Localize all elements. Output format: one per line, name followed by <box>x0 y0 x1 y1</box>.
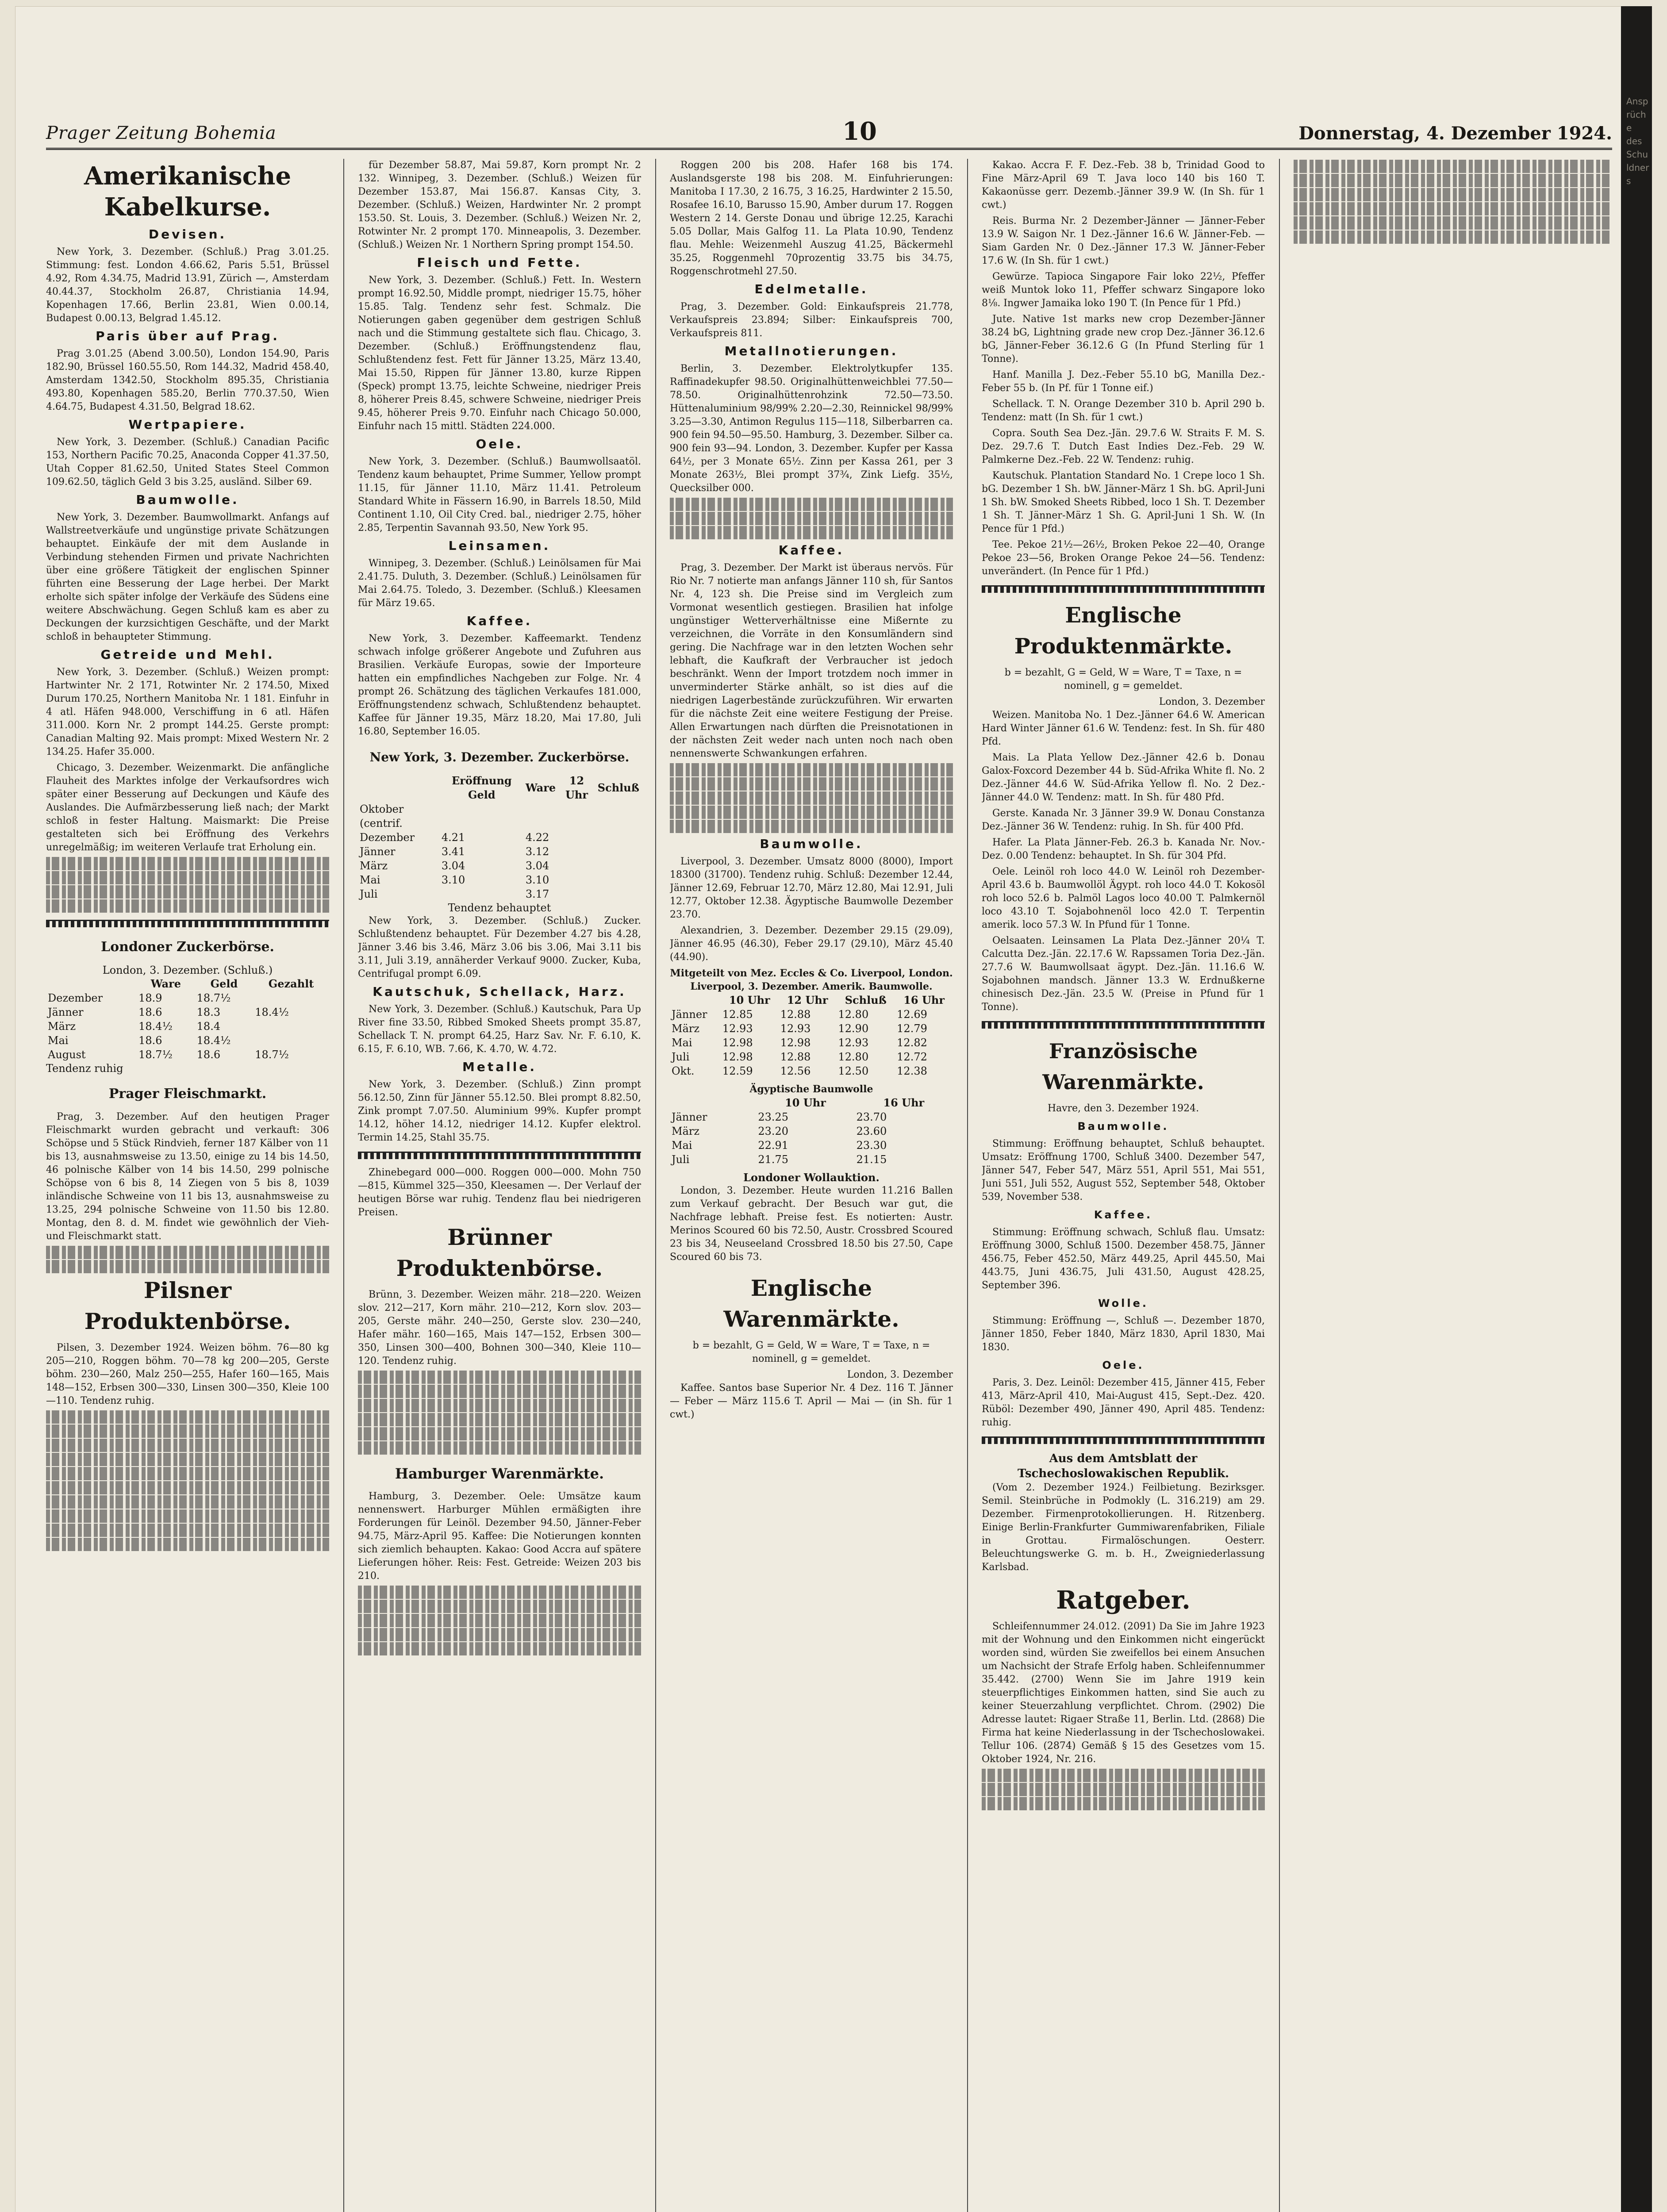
liverpool-table <box>670 993 953 1078</box>
subhead-kaffee: Kaffee. <box>466 614 533 628</box>
table-cell <box>596 859 641 873</box>
table-cell: 12.85 <box>722 1008 753 1021</box>
pilsen-title: Pilsner Produktenbörse. <box>84 1277 291 1334</box>
paragraph-amtsblatt: (Vom 2. Dezember 1924.) Feilbietung. Bezirksger. Semil. Steinbrüche in Podmokly (L. 316.219) am 29. Dezember. Firmenprotokollierungen. H. Ritzenberg. Einige Berlin-Frankfurter Gummiwarenfabriken, Filiale in Grottau. Firmalöschungen. Oesterr. Beleuchtungswerke G. m. b. H., Zweigniederlassung Karlsbad. <box>982 1482 1265 1573</box>
ny-sugar-title: New York, 3. Dezember. Zuckerbörse. <box>369 750 630 764</box>
text-filler <box>358 1441 641 1455</box>
paragraph-fr-baumwolle: Stimmung: Eröffnung behauptet, Schluß behauptet. Umsatz: Eröffnung 1700, Schluß 3400. Dezember 547, Jänner 547, Feber 547, März 551, April 551, Mai 551, Juni 551, Juli 552, August 552, September 548, Oktober 539, November 538. <box>982 1138 1265 1202</box>
table-cell: 3.10 <box>441 874 465 886</box>
london-sugar-sub: London, 3. Dezember. (Schluß.) <box>102 964 273 976</box>
page-edge-strip <box>1621 6 1652 2212</box>
table-row <box>46 1048 329 1062</box>
table-cell: Juli <box>672 1051 690 1063</box>
table-cell: Dezember <box>360 831 415 844</box>
paragraph-eng-kaffee: Kaffee. Santos base Superior Nr. 4 Dez. 116 T. Jänner — Feber — März 115.6 T. April — Mai — (in Sh. für 1 cwt.) <box>670 1382 953 1420</box>
paragraph-fr-oele: Paris, 3. Dez. Leinöl: Dezember 415, Jänner 415, Feber 413, März-April 410, Mai-August 415, Sept.-Dez. 420. Rüböl: Dezember 490, Jänner 490, April 485. Tendenz: ruhig. <box>982 1377 1265 1428</box>
text-filler <box>46 885 329 899</box>
table-cell: 12.98 <box>722 1037 753 1049</box>
paragraph-hamburg: Hamburg, 3. Dezember. Oele: Umsätze kaum nennenswert. Harburger Mühlen ermäßigten ihre Forderungen für Leinöl. Dezember 94.50, Jänner-Feber 94.75, März-April 95. Kaffee: Die Notierungen konnten sich ziemlich behaupten. Kakao: Good Accra auf spätere Lieferungen höher. Reis: Fest. Getreide: Weizen 203 bis 210. <box>358 1491 641 1582</box>
table-cell <box>596 830 641 845</box>
subhead-fett: Fleisch und Fette. <box>417 255 582 270</box>
table-row <box>670 1022 953 1036</box>
paragraph-chicago: Chicago, 3. Dezember. Weizenmarkt. Die anfängliche Flauheit des Marktes infolge der Verkaufsordres wich später einer Besserung auf Deckungen und Käufe des Auslandes. Die Aufmärzbesserung ließ nach; der Markt schloß in fester Haltung. Maismarkt: Die Preise gestalteten sich bei Eröffnung des Verkehrs unregelmäßig; im weiteren Verlaufe trat Erholung ein. <box>46 762 329 853</box>
section-divider <box>46 920 329 927</box>
paragraph-lein: Winnipeg, 3. Dezember. (Schluß.) Leinölsamen für Mai 2.41.75. Duluth, 3. Dezember. (Schluß.) Leinölsamen für Mai 2.64.75. Toledo, 3. Dezember. (Schluß.) Kleesamen für März 19.65. <box>358 558 641 609</box>
table-cell: Jänner <box>360 845 396 858</box>
column-1 <box>46 159 329 2212</box>
table-cell <box>557 873 596 887</box>
table-cell: 21.15 <box>856 1153 887 1166</box>
ratgeber-title: Ratgeber. <box>1056 1586 1191 1615</box>
subhead-metallnotierungen: Metallnotierungen. <box>724 344 899 358</box>
table-cell: Okt. <box>672 1065 695 1077</box>
table-cell: 3.41 <box>441 845 465 858</box>
table-cell: Juli <box>360 888 378 900</box>
text-filler <box>670 498 953 511</box>
table-cell <box>557 859 596 873</box>
text-filler <box>46 871 329 884</box>
table-header: Eröffnung Geld <box>451 774 512 801</box>
table-cell: 12.93 <box>722 1022 753 1035</box>
table-cell: 3.17 <box>525 888 549 900</box>
paragraph-fr-wolle: Stimmung: Eröffnung —, Schluß —. Dezember 1870, Jänner 1850, Feber 1840, März 1830, April 1830, Mai 1830. <box>982 1315 1265 1353</box>
text-filler <box>982 1797 1265 1810</box>
wolle-label: Londoner Wollauktion. <box>743 1171 880 1184</box>
table-cell: 3.10 <box>525 874 549 886</box>
table-header: 10 Uhr <box>729 994 770 1006</box>
table-header <box>670 1096 756 1110</box>
ny-sugar-tendenz: Tendenz behauptet <box>448 902 551 914</box>
english-goods-legend: b = bezahlt, G = Geld, W = Ware, T = Taxe, n = nominell, g = gemeldet. <box>692 1340 930 1364</box>
paragraph-fr-kaffee: Stimmung: Eröffnung schwach, Schluß flau. Umsatz: Eröffnung 3000, Schluß 1500. Dezember 458.75, Jänner 456.75, Feber 452.50, März 449.25, April 445.50, Mai 443.75, Juni 436.75, Juli 431.50, August 428.25, September 396. <box>982 1227 1265 1291</box>
text-filler <box>46 1538 329 1551</box>
fr-kaffee-label: Kaffee. <box>1094 1209 1153 1221</box>
table-cell: 4.22 <box>525 831 549 844</box>
paragraph-fett: New York, 3. Dezember. (Schluß.) Fett. In. Western prompt 16.92.50, Middle prompt, niedriger 15.75, höher 15.85. Talg. Tendenz sehr fest. Schmalz. Die Notierungen gaben gegenüber dem gestrigen Schluß nach und die Stimmung gestaltete sich flau. Chicago, 3. Dezember. (Schluß.) Eröffnungstendenz flau, Schlußtendenz fest. Fett für Jänner 13.25, März 13.40, Mai 15.50, Rippen für Jänner 13.80, kurze Rippen (Speck) prompt 13.75, leichte Schweine, niedriger Preis 8, höherer Preis 8.45, schwere Schweine, niedriger Preis 9.45, höherer Preis 9.70. Einfuhr nach Chicago 50.000, Einfuhr nach 15 mittl. Städten 224.000. <box>358 275 641 432</box>
section-divider <box>982 1436 1265 1444</box>
table-cell: Jänner <box>48 1006 84 1018</box>
subhead-paris: Paris über auf Prag. <box>96 329 280 343</box>
table-row <box>358 887 641 901</box>
table-row <box>670 1036 953 1050</box>
table-row <box>46 1033 329 1048</box>
paragraph-hanf: Hanf. Manilla J. Dez.-Feber 55.10 bG, Manilla Dez.-Feber 55 b. (In Pf. für 1 Tonne eif.) <box>982 369 1265 394</box>
text-filler <box>358 1586 641 1599</box>
column-rule <box>343 159 344 2212</box>
table-cell <box>557 845 596 859</box>
subhead-devisen: Devisen. <box>148 227 227 242</box>
table-cell: Jänner <box>672 1008 707 1021</box>
table-header: 12 Uhr <box>787 994 828 1006</box>
paragraph-kaffee-prag: Prag, 3. Dezember. Der Markt ist überaus nervös. Für Rio Nr. 7 notierte man anfangs Jänner 110 sh, für Santos Nr. 4, 123 sh. Die Preise sind im Vergleich zum Vormonat wesentlich gestiegen. Brasilien hat infolge ungünstiger Wetterverhältnisse eine Mißernte zu verzeichnen, die Vorräte in den Konsumländern sind gering. Die Nachfrage war in den letzten Wochen sehr lebhaft, die Kaufkraft der Verbraucher ist jedoch beschränkt. Wenn der Import trotzdem noch immer in unverminderter Stärke anhält, so ist dies auf die niedrigen Lagerbestände zurückzuführen. Wir erwarten für die nächste Zeit eine weitere Festigung der Preise. Allen Erwartungen nach dürften die Preisnotationen in der nächsten Zeit weder nach unten noch nach oben nennenswerte Schwankungen erfahren. <box>670 562 953 759</box>
text-filler <box>358 1399 641 1412</box>
paragraph-kaffee: New York, 3. Dezember. Kaffeemarkt. Tendenz schwach infolge größerer Angebote und Zufuhren aus Brasilien. Verkäufe Europas, sowie der Importeure hatten ein empfindliches Nachgeben zur Folge. Nr. 4 prompt 26. Schätzung des täglichen Verkaufes 181.000, Eröffnungstendenz schwach, Schlußtendenz behauptet. Kaffee für Jänner 19.35, März 18.20, Mai 17.80, Juli 16.80, September 16.05. <box>358 633 641 737</box>
column-rule <box>655 159 656 2212</box>
table-row <box>46 1005 329 1019</box>
hamburg-title: Hamburger Warenmärkte. <box>395 1465 604 1482</box>
table-cell: 23.25 <box>758 1111 789 1123</box>
table-cell <box>440 802 524 830</box>
text-filler <box>358 1371 641 1384</box>
english-goods-date: London, 3. Dezember <box>847 1369 953 1380</box>
paragraph-gewuerze: Gewürze. Tapioca Singapore Fair loko 22½, Pfeffer weiß Muntok loko 11, Pfeffer schwarz Singapore loko 8⅛. Ingwer Jamaika loko 190 T. (In Pence für 1 Pfd.) <box>982 271 1265 309</box>
french-goods-title: Französische Warenmärkte. <box>1042 1039 1204 1094</box>
table-cell: 12.79 <box>897 1022 927 1035</box>
paragraph-schellack: Schellack. T. N. Orange Dezember 310 b. April 290 b. Tendenz: matt (In Sh. für 1 cwt.) <box>982 399 1265 423</box>
table-cell: 3.04 <box>525 860 549 872</box>
table-cell: 18.4 <box>196 1020 221 1033</box>
paragraph-alexandrien: Alexandrien, 3. Dezember. Dezember 29.15 (29.09), Jänner 46.95 (46.30), Feber 29.17 (29.10), März 45.40 (44.90). <box>670 925 953 963</box>
table-cell: 12.98 <box>780 1037 811 1049</box>
paragraph-gerste: Gerste. Kanada Nr. 3 Jänner 39.9 W. Donau Constanza Dez.-Jänner 36 W. Tendenz: ruhig. In Sh. für 400 Pfd. <box>982 808 1265 832</box>
table-cell <box>253 1033 329 1048</box>
text-filler <box>358 1628 641 1641</box>
table-cell: 18.7½ <box>255 1048 289 1061</box>
table-cell: 12.88 <box>780 1008 811 1021</box>
table-row <box>46 1019 329 1033</box>
table-row <box>670 1007 953 1022</box>
english-products-legend: b = bezahlt, G = Geld, W = Ware, T = Taxe, n = nominell, g = gemeldet. <box>1004 667 1242 691</box>
text-filler <box>670 806 953 819</box>
french-goods-date: Havre, den 3. Dezember 1924. <box>1047 1103 1199 1114</box>
table-cell: 12.82 <box>897 1037 927 1049</box>
text-filler <box>46 1524 329 1537</box>
table-cell: 3.04 <box>441 860 465 872</box>
paragraph-mais: Mais. La Plata Yellow Dez.-Jänner 42.6 b. Donau Galox-Foxcord Dezember 44 b. Süd-Afrika White fl. No. 2 Dez.-Jänner 44.6 W. Süd-Afrika Yellow fl. No. 2 Dez.-Jänner 44.0 W. Tendenz: matt. In Sh. für 480 Pfd. <box>982 752 1265 803</box>
table-header <box>46 977 137 991</box>
subhead-metalle: Metalle. <box>462 1060 537 1074</box>
table-cell: 18.3 <box>196 1006 221 1018</box>
paragraph-reis: Reis. Burma Nr. 2 Dezember-Jänner — Jänner-Feber 13.9 W. Saigon Nr. 1 Dez.-Jänner 16.6 W. Jänner-Feb. — Siam Garden Nr. 0 Dez.-Jänner 17.3 W. Jänner-Feber 17.6 W. (In Sh. für 1 cwt.) <box>982 215 1265 266</box>
paragraph-fleisch: Prag, 3. Dezember. Auf den heutigen Prager Fleischmarkt wurden gebracht und verkauft: 306 Schöpse und 5 Stück Rindvieh, ferner 187 Kälber von 11 bis 13, ausnahmsweise zu 13.50, einige zu 14 bis 14.50, 46 polnische Kälber von 14 bis 14.50, 299 polnische Schöpse von 6 bis 8, 14 Ziegen von 5 bis 8, 1039 inländische Schweine von 11 bis 13, ausnahmsweise zu 13.25, 294 polnische Schweine von 11.50 bis 12.80. Montag, den 8. d. M. findet wie gewöhnlich der Vieh- und Fleischmarkt statt. <box>46 1111 329 1242</box>
table-cell: 3.12 <box>525 845 549 858</box>
text-filler <box>670 512 953 525</box>
text-filler <box>46 1453 329 1466</box>
table-cell: März <box>672 1125 699 1137</box>
table-cell: 21.75 <box>758 1153 789 1166</box>
table-cell: Mai <box>360 874 380 886</box>
text-filler <box>358 1385 641 1398</box>
table-cell: 12.50 <box>838 1065 869 1077</box>
table-cell: 12.72 <box>897 1051 927 1063</box>
text-filler <box>358 1427 641 1440</box>
egypt-table <box>670 1096 953 1167</box>
text-filler <box>46 1425 329 1438</box>
table-cell <box>440 887 524 901</box>
text-filler <box>46 899 329 913</box>
table-header: 16 Uhr <box>883 1096 925 1109</box>
paragraph-wolle: London, 3. Dezember. Heute wurden 11.216 Ballen zum Verkauf gebracht. Der Besuch war gut, die Nachfrage lebhaft. Preise fest. Es notierten: Austr. Merinos Scoured 60 bis 72.50, Austr. Crossbred Scoured 23 bis 34, Neuseeland Crossbred 18.50 bis 27.50, Cape Scoured 60 bis 73. <box>670 1185 953 1263</box>
table-header: Schluß <box>597 781 639 794</box>
table-cell <box>524 802 557 830</box>
table-cell: 12.88 <box>780 1051 811 1063</box>
paragraph-kautschuk: New York, 3. Dezember. (Schluß.) Kautschuk, Para Up River fine 33.50, Ribbed Smoked Sheets prompt 35.87, Schellack T. N. prompt 64.25, Harz Sav. Nr. F. 6.10, K. 6.15, F. 6.10, WB. 7.66, K. 4.70, W. 4.72. <box>358 1004 641 1055</box>
column-3 <box>670 159 953 2212</box>
table-cell: 23.30 <box>856 1139 887 1152</box>
table-row <box>358 873 641 887</box>
liverpool-sub: Liverpool, 3. Dezember. Amerik. Baumwolle. <box>690 981 933 992</box>
table-cell: 4.21 <box>441 831 465 844</box>
text-filler <box>358 1600 641 1613</box>
subhead-getreide: Getreide und Mehl. <box>100 647 275 662</box>
text-filler <box>1294 202 1612 215</box>
table-row <box>46 991 329 1005</box>
table-cell: 18.9 <box>138 992 162 1004</box>
masthead-left: Prager Zeitung Bohemia <box>46 123 277 143</box>
table-header <box>670 993 721 1007</box>
table-cell: 18.4½ <box>255 1006 289 1018</box>
page-header <box>46 117 1612 150</box>
paragraph-hafer: Hafer. La Plata Jänner-Feb. 26.3 b. Kanada Nr. Nov.-Dez. 0.00 Tendenz: behauptet. In Sh. für 304 Pfd. <box>982 837 1265 861</box>
text-filler <box>1294 188 1612 201</box>
text-filler <box>46 1467 329 1480</box>
column-4 <box>982 159 1265 2212</box>
paragraph-pilsen: Pilsen, 3. Dezember 1924. Weizen böhm. 76—80 kg 205—210, Roggen böhm. 70—78 kg 200—205, Gerste böhm. 230—260, Malz 250—255, Hafer 160—165, Mais 148—152, Erbsen 300—330, Linsen 300—350, Kleie 100—110. Tendenz ruhig. <box>46 1342 329 1406</box>
english-goods-title: Englische Warenmärkte. <box>723 1275 899 1332</box>
table-header: Ware <box>525 781 556 794</box>
text-filler <box>46 1495 329 1509</box>
table-header: Schluß <box>845 994 887 1006</box>
paragraph-grain: für Dezember 58.87, Mai 59.87, Korn prompt Nr. 2 132. Winnipeg, 3. Dezember. (Schluß.) Weizen für Dezember 153.87, Mai 156.87. Kansas City, 3. Dezember. (Schluß.) Weizen, Hardwinter Nr. 2 prompt 153.50. St. Louis, 3. Dezember. (Schluß.) Weizen Nr. 2, Rotwinter Nr. 2 prompt 170. Minneapolis, 3. Dezember. (Schluß.) Weizen Nr. 1 Northern Spring prompt 154.50. <box>358 160 641 250</box>
paragraph-kakao: Kakao. Accra F. F. Dez.-Feb. 38 b, Trinidad Good to Fine März-April 69 T. Java loco 140 bis 160 T. Kakaonüsse gerr. Dezemb.-Jänner 39.9 W. (In Sh. für 1 cwt.) <box>982 160 1265 211</box>
table-cell: 18.4½ <box>196 1034 231 1047</box>
table-header: 12 Uhr <box>565 774 588 801</box>
table-cell: 12.98 <box>722 1051 753 1063</box>
london-sugar-table <box>46 977 329 1062</box>
table-cell: 12.93 <box>780 1022 811 1035</box>
page-number: 10 <box>842 117 877 146</box>
text-filler <box>46 1410 329 1424</box>
table-row <box>358 830 641 845</box>
text-filler <box>1294 174 1612 187</box>
fr-baumwolle-label: Baumwolle. <box>1077 1120 1169 1133</box>
column-2 <box>358 159 641 2212</box>
english-products-date: London, 3. Dezember <box>1159 696 1265 707</box>
paragraph-weizen: Weizen. Manitoba No. 1 Dez.-Jänner 64.6 W. American Hard Winter Jänner 61.6 W. Tendenz: fest. In Sh. für 480 Pfd. <box>982 710 1265 747</box>
subhead-wertpapiere: Wertpapiere. <box>128 417 247 432</box>
table-row <box>670 1064 953 1078</box>
masthead-date: Donnerstag, 4. Dezember 1924. <box>1298 123 1612 144</box>
subhead-edelmetalle: Edelmetalle. <box>754 282 868 296</box>
text-filler <box>982 1783 1265 1796</box>
text-filler <box>670 777 953 791</box>
text-filler <box>358 1642 641 1655</box>
text-filler <box>670 763 953 776</box>
subhead-kaffee-prag: Kaffee. <box>778 543 845 557</box>
text-filler <box>46 1439 329 1452</box>
table-header: 10 Uhr <box>785 1096 826 1109</box>
table-cell: Dezember <box>48 992 103 1004</box>
paragraph-wertpapiere: New York, 3. Dezember. (Schluß.) Canadian Pacific 153, Northern Pacific 70.25, Anaconda Copper 41.37.50, Utah Copper 81.62.50, United States Steel Common 109.62.50, täglich Geld 3 bis 3.25, ausländ. Silber 69. <box>46 437 329 488</box>
text-filler <box>46 1260 329 1273</box>
table-cell: Mai <box>48 1034 69 1047</box>
table-cell <box>253 1019 329 1033</box>
text-filler <box>1294 160 1612 173</box>
text-filler <box>46 1246 329 1259</box>
paragraph-ratgeber: Schleifennummer 24.012. (2091) Da Sie im Jahre 1923 mit der Wohnung und den Einkommen nicht eingerückt worden sind, würden Sie zweifellos bei einem Ansuchen um Nachsicht der Strafe Erfolg haben. Schleifennummer 35.442. (2700) Wenn Sie im Jahre 1919 kein steuerpflichtiges Einkommen hatten, sind Sie auch zu keiner Steuerzahlung verpflichtet. Chrom. (2902) Die Adresse lautet: Rigaer Straße 11, Berlin. Ltd. (2868) Die Firma hat keine Niederlassung in der Tschechoslowakei. Tellur 106. (2874) Gemäß § 15 des Gesetzes vom 15. Oktober 1924, Nr. 216. <box>982 1621 1265 1765</box>
brunn-title: Brünner Produktenbörse. <box>396 1224 603 1281</box>
subhead-baumwolle: Baumwolle. <box>136 492 239 507</box>
paragraph-edelmetalle: Prag, 3. Dezember. Gold: Einkaufspreis 21.778, Verkaufspreis 23.894; Silber: Einkaufspreis 700, Verkaufspreis 811. <box>670 301 953 339</box>
table-row <box>670 1124 953 1138</box>
paragraph-copra: Copra. South Sea Dez.-Jän. 29.7.6 W. Straits F. M. S. Dez. 29.7.6 T. Dutch East Indies Dez.-Feb. 29 W. Palmkerne Dez.-Feb. 22 W. Tendenz: ruhig. <box>982 428 1265 465</box>
table-cell: 12.59 <box>722 1065 753 1077</box>
amtsblatt-title: Aus dem Amtsblatt der Tschechoslowakischen Republik. <box>1017 1452 1229 1480</box>
paragraph-kautschuk-london: Kautschuk. Plantation Standard No. 1 Crepe loco 1 Sh. bG. Dezember 1 Sh. bW. Jänner-März 1 Sh. bG. April-Juni 1 Sh. bW. Smoked Sheets Ribbed, loco 1 Sh. T. Dezember 1 Sh. T. Jänner-März 1 Sh. G. April-Juni 1 Sh. W. (In Pence für 1 Pfd.) <box>982 470 1265 534</box>
table-cell <box>557 830 596 845</box>
newspaper-page <box>15 6 1652 2212</box>
text-filler <box>46 857 329 870</box>
egypt-label: Ägyptische Baumwolle <box>749 1083 873 1095</box>
table-cell: 18.7½ <box>138 1048 173 1061</box>
subhead-oele: Oele. <box>476 437 523 451</box>
column-5 <box>1294 159 1612 2212</box>
table-cell: 12.90 <box>838 1022 869 1035</box>
text-filler <box>670 526 953 539</box>
table-row <box>358 802 641 830</box>
table-cell: 18.7½ <box>196 992 231 1004</box>
table-cell: 23.20 <box>758 1125 789 1137</box>
mitgeteilt-line: Mitgeteilt von Mez. Eccles & Co. Liverpool, London. <box>670 968 953 979</box>
table-row <box>358 845 641 859</box>
table-cell <box>557 887 596 901</box>
paragraph-oelsaaten: Oelsaaten. Leinsamen La Plata Dez.-Jänner 20¼ T. Calcutta Dez.-Jän. 22.17.6 W. Rapssamen Toria Dez.-Jän. 27.7.6 W. Baumwollsaat ägypt. Dez.-Jän. 11.16.6 W. Sojabohnen mandsch. Jänner 13.3 W. Erdnußkerne chinesisch Dez.-Jän. 23.5 W. (Preise in Pfund für 1 Tonne). <box>982 935 1265 1013</box>
paragraph-brunn: Brünn, 3. Dezember. Weizen mähr. 218—220. Weizen slov. 212—217, Korn mähr. 210—212, Korn slov. 203—205, Gerste mähr. 240—250, Gerste slov. 230—240, Hafer mähr. 160—165, Mais 147—152, Erbsen 300—350, Linsen 300—400, Bohnen 300—340, Kleie 110—120. Tendenz ruhig. <box>358 1289 641 1367</box>
text-filler <box>358 1614 641 1627</box>
section-divider <box>982 585 1265 593</box>
table-header <box>358 774 440 802</box>
table-row <box>670 1110 953 1124</box>
table-cell: 12.93 <box>838 1037 869 1049</box>
table-cell: 18.4½ <box>138 1020 173 1033</box>
subhead-baumwolle-liverpool: Baumwolle. <box>760 837 863 851</box>
table-cell: 22.91 <box>758 1139 789 1152</box>
paragraph-oele: New York, 3. Dezember. (Schluß.) Baumwollsaatöl. Tendenz kaum behauptet, Prime Summer, Yellow prompt 11.15, für Jänner 11.10, März 11.41. Petroleum Standard White in Fässern 16.90, in Barrels 18.50, Mild Continent 1.10, Oil City Cred. bal., niedriger 2.75, höher 2.85, Terpentin Savannah 93.50, New York 95. <box>358 456 641 534</box>
table-cell <box>596 873 641 887</box>
fr-wolle-label: Wolle. <box>1098 1297 1148 1310</box>
text-filler <box>1294 216 1612 230</box>
paragraph-metalle: New York, 3. Dezember. (Schluß.) Zinn prompt 56.12.50, Zinn für Jänner 55.12.50. Blei prompt 8.82.50, Zink prompt 7.07.50. Aluminium 99%. Kupfer prompt 14.12, höher 14.12, niedriger 14.12. Kupfer elektrol. Termin 14.25, Stahl 35.75. <box>358 1079 641 1143</box>
text-filler <box>670 791 953 805</box>
table-cell: 18.6 <box>196 1048 221 1061</box>
edge-text: Ansprüche des Schuldners <box>1626 96 1649 186</box>
paragraph-baumwolle: New York, 3. Dezember. Baumwollmarkt. Anfangs auf Wallstreetverkäufe und ungünstige private Schätzungen behauptet. Einkäufe der mit dem Auslande in Verbindung stehenden Firmen und private Nachrichten über eine größere Tätigkeit der englischen Spinner führten eine Besserung der Lage herbei. Der Markt erholte sich später infolge der Verkäufe des Südens eine weitere Abschwächung. Gegen Schluß kam es aber zu Deckungen der kurzsichtigen Geschäfte, und der Markt schloß in behaupteter Stimmung. <box>46 512 329 642</box>
ny-sugar-table <box>358 774 641 901</box>
table-row <box>670 1138 953 1152</box>
text-filler <box>358 1413 641 1426</box>
table-cell: Jänner <box>672 1111 707 1123</box>
table-cell: Juli <box>672 1153 690 1166</box>
subhead-lein: Leinsamen. <box>448 538 551 553</box>
paragraph-getreide: New York, 3. Dezember. (Schluß.) Weizen prompt: Hartwinter Nr. 2 171, Rotwinter Nr. 2 174.50, Mixed Durum 170.25, Northern Manitoba Nr. 1 181. Einfuhr in 4 atl. Häfen 948.000, Verschiffung in 6 atl. Häfen 311.000. Korn Nr. 2 prompt 144.25. Gerste prompt: Canadian Malting 92. Mais prompt: Mixed Western Nr. 2 134.25. Hafer 35.000. <box>46 667 329 757</box>
english-products-title: Englische Produktenmärkte. <box>1014 603 1233 659</box>
table-cell: 23.70 <box>856 1111 887 1123</box>
table-header: 16 Uhr <box>903 994 945 1006</box>
paragraph-grain-hamburg: Roggen 200 bis 208. Hafer 168 bis 174. Auslandsgerste 198 bis 208. M. Einfuhrierungen: Manitoba I 17.30, 2 16.75, 3 16.25, Hardwinter 2 15.50, Rosafee 16.10, Barusso 15.90, Amber durum 17. Roggen Western 2 14. Gerste Donau und übrige 12.25, Karachi 5.05 Dollar, Mais Galfog 11. La Plata 10.90, Tendenz flau. Mehle: Weizenmehl Auszug 41.25, Bäckermehl 35.25, Roggenmehl 70prozentig 33.75 bis 34.75, Roggenschrotmehl 27.50. <box>670 160 953 277</box>
table-cell: 12.80 <box>838 1051 869 1063</box>
paragraph-tee: Tee. Pekoe 21½—26½, Broken Pekoe 22—40, Orange Pekoe 23—56, Broken Orange Pekoe 24—56. Tendenz: unverändert. (In Pence für 1 Pfd.) <box>982 539 1265 577</box>
section-title-american-cable: Amerikanische Kabelkurse. <box>84 161 292 222</box>
subhead-kautschuk: Kautschuk, Schellack, Harz. <box>373 984 626 999</box>
table-cell: März <box>360 860 388 872</box>
table-cell <box>596 802 641 830</box>
table-cell: 23.60 <box>856 1125 887 1137</box>
text-filler <box>46 1509 329 1523</box>
paragraph-liverpool: Liverpool, 3. Dezember. Umsatz 8000 (8000), Import 18300 (31700). Tendenz ruhig. Schluß: Dezember 12.44, Jänner 12.69, Februar 12.70, März 12.80, Mai 12.91, Juli 12.77, Oktober 12.38. Ägyptische Baumwolle Dezember 23.70. <box>670 856 953 920</box>
text-filler <box>1294 230 1612 244</box>
table-row <box>670 1050 953 1064</box>
table-row <box>670 1152 953 1167</box>
table-cell <box>557 802 596 830</box>
table-cell: 12.38 <box>897 1065 927 1077</box>
column-rule <box>967 159 968 2212</box>
paragraph-oele-london: Oele. Leinöl roh loco 44.0 W. Leinöl roh Dezember-April 43.6 b. Baumwollöl Ägypt. roh loco 44.0 T. Kokosöl roh loco 52.6 b. Palmöl Lagos loco 40.00 T. Palmkernöl loco 43.10 T. Sojabohnenöl loco 42.0 T. Terpentin amerik. loco 57.3 W. In Pfund für 1 Tonne. <box>982 866 1265 930</box>
table-cell: Oktober (centrif. <box>360 803 404 830</box>
sugar-tendenz: Tendenz ruhig <box>46 1062 123 1075</box>
table-cell: 12.69 <box>897 1008 927 1021</box>
london-sugar-title: Londoner Zuckerbörse. <box>101 939 274 955</box>
table-cell: Mai <box>672 1037 692 1049</box>
section-divider <box>982 1021 1265 1029</box>
paragraph-zucker: New York, 3. Dezember. (Schluß.) Zucker. Schlußtendenz behauptet. Für Dezember 4.27 bis 4.28, Jänner 3.46 bis 3.46, März 3.06 bis 3.06, Mai 3.11 bis 3.11, Juli 3.19, annäherder Verkauf 9000. Zucker, Kuba, Centrifugal prompt 6.09. <box>358 915 641 979</box>
text-filler <box>982 1769 1265 1782</box>
paragraph-paris: Prag 3.01.25 (Abend 3.00.50), London 154.90, Paris 182.90, Brüssel 160.55.50, Rom 144.32, Madrid 458.40, Amsterdam 1342.50, Stockholm 895.35, Christiania 493.80, Kopenhagen 585.20, Berlin 770.37.50, Wien 4.64.75, Budapest 4.31.50, Belgrad 18.62. <box>46 348 329 412</box>
table-cell: März <box>672 1022 699 1035</box>
prague-meat-title: Prager Fleischmarkt. <box>108 1086 267 1102</box>
fr-oele-label: Oele. <box>1102 1359 1145 1371</box>
table-cell: März <box>48 1020 76 1033</box>
column-rule <box>1279 159 1280 2212</box>
table-cell: 18.6 <box>138 1034 162 1047</box>
text-filler <box>46 1481 329 1494</box>
table-header: Ware <box>150 977 181 990</box>
table-header: Geld <box>210 977 238 990</box>
table-cell: 12.80 <box>838 1008 869 1021</box>
paragraph-jute: Jute. Native 1st marks new crop Dezember-Jänner 38.24 bG, Lightning grade new crop Dez.-Jänner 36.12.6 bG, Jänner-Feber 36.12.6 G (In Pfund Sterling für 1 Tonne). <box>982 314 1265 365</box>
table-cell: Mai <box>672 1139 692 1152</box>
table-cell: 12.56 <box>780 1065 811 1077</box>
table-cell <box>596 845 641 859</box>
table-cell <box>253 991 329 1005</box>
table-row <box>358 859 641 873</box>
paragraph-metallnotierungen: Berlin, 3. Dezember. Elektrolytkupfer 135. Raffinadekupfer 98.50. Originalhüttenweichblei 77.50—78.50. Originalhüttenrohzink 72.50—73.50. Hüttenaluminium 98/99% 2.20—2.30, Reinnickel 98/99% 3.25—3.30, Antimon Regulus 115—118, Silberbarren ca. 900 fein 94.50—95.50. Hamburg, 3. Dezember. Silber ca. 900 fein 93—94. London, 3. Dezember. Kupfer per Kassa 64½, per 3 Monate 65½. Zinn per Kassa 261, per 3 Monate 263½, Blei prompt 37¾, Zink Liefg. 35½, Quecksilber 000. <box>670 363 953 494</box>
table-header: Gezahlt <box>268 977 314 990</box>
table-cell: August <box>48 1048 86 1061</box>
text-filler <box>670 820 953 833</box>
section-divider <box>358 1152 641 1159</box>
table-cell <box>596 887 641 901</box>
paragraph-devisen: New York, 3. Dezember. (Schluß.) Prag 3.01.25. Stimmung: fest. London 4.66.62, Paris 5.51, Brüssel 4.92, Rom 4.34.75, Madrid 13.91, Zürich —, Amsterdam 40.44.37, Stockholm 26.87, Christiania 14.94, Kopenhagen 17.66, Berlin 23.81, Wien 0.00.14, Budapest 0.00.13, Belgrad 1.45.12. <box>46 246 329 324</box>
table-cell: 18.6 <box>138 1006 162 1018</box>
paragraph-duty: Zhinebegard 000—000. Roggen 000—000. Mohn 750—815, Kümmel 325—350, Kleesamen —. Der Verlauf der heutigen Börse war ruhig. Tendenz flau bei niedrigeren Preisen. <box>358 1167 641 1218</box>
